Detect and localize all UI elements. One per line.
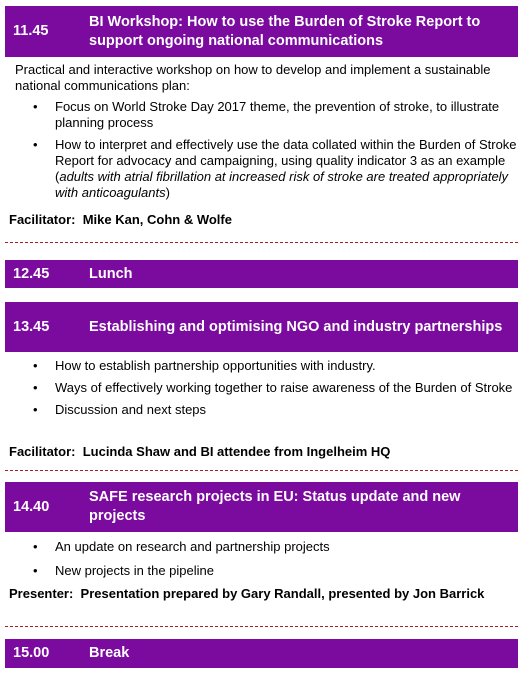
session-time: 15.00 <box>13 645 50 661</box>
bullet-icon: • <box>33 402 38 417</box>
list-item <box>15 380 524 396</box>
session-body-1145 <box>5 62 524 201</box>
session-intro: Practical and interactive workshop on how to develop and implement a sustainable national communications plan: <box>15 62 491 93</box>
session-header-1145 <box>5 6 518 57</box>
bullet-text: How to interpret and effectively use the data collated within the Burden of Stroke Report for advocacy and campaigning, using quality indicator 3 as an example ( <box>55 137 517 184</box>
bullet-text-close: ) <box>165 185 170 200</box>
session-header-1245 <box>5 260 518 288</box>
list-item <box>15 99 524 131</box>
bullet-text: An update on research and partnership projects <box>55 539 330 554</box>
session-header-1440 <box>5 482 518 532</box>
bullet-icon: • <box>33 539 38 554</box>
list-item <box>15 137 524 201</box>
session-time: 11.45 <box>13 23 49 39</box>
bullet-icon: • <box>33 563 38 578</box>
facilitator-name: Mike Kan, Cohn & Wolfe <box>82 212 232 227</box>
bullet-text: New projects in the pipeline <box>55 563 214 578</box>
presenter-name: Presentation prepared by Gary Randall, presented by Jon Barrick <box>80 586 485 601</box>
session-title: SAFE research projects in EU: Status update and new projects <box>89 489 461 524</box>
bullet-icon: • <box>33 137 38 152</box>
session-header-1345 <box>5 302 518 352</box>
bullet-icon: • <box>33 99 38 114</box>
separator <box>5 242 518 243</box>
list-item <box>15 402 524 418</box>
presenter-label: Presenter: <box>9 586 74 601</box>
bullet-text: Ways of effectively working together to raise awareness of the Burden of Stroke <box>55 380 513 395</box>
session-title: Lunch <box>89 265 133 282</box>
session-title: BI Workshop: How to use the Burden of Stroke Report to support ongoing national communications <box>89 13 481 49</box>
separator <box>5 470 518 471</box>
session-time: 14.40 <box>13 498 50 515</box>
session-title: Break <box>89 645 130 661</box>
session-body-1345 <box>5 358 524 418</box>
facilitator-label: Facilitator: <box>9 212 76 227</box>
bullet-text: How to establish partnership opportunities with industry. <box>55 358 376 373</box>
bullet-text: Focus on World Stroke Day 2017 theme, the prevention of stroke, to illustrate planning process <box>55 99 500 130</box>
list-item <box>15 563 524 579</box>
bullet-icon: • <box>33 358 38 373</box>
facilitator-label: Facilitator: <box>9 444 76 459</box>
presenter-line <box>5 586 489 602</box>
facilitator-line <box>5 444 522 460</box>
session-body-1440 <box>5 539 524 579</box>
facilitator-name: Lucinda Shaw and BI attendee from Ingelheim HQ <box>82 444 391 459</box>
session-time: 12.45 <box>13 265 50 282</box>
session-time: 13.45 <box>13 318 50 335</box>
list-item <box>15 539 524 555</box>
facilitator-line <box>5 212 522 228</box>
bullet-text: Discussion and next steps <box>55 402 207 417</box>
bullet-icon: • <box>33 380 38 395</box>
bullet-text-italic: adults with atrial fibrillation at increased risk of stroke are treated appropriately with anticoagulants <box>55 169 509 200</box>
session-title: Establishing and optimising NGO and industry partnerships <box>89 318 503 335</box>
session-header-1500 <box>5 639 518 668</box>
separator <box>5 626 518 627</box>
list-item <box>15 358 524 374</box>
